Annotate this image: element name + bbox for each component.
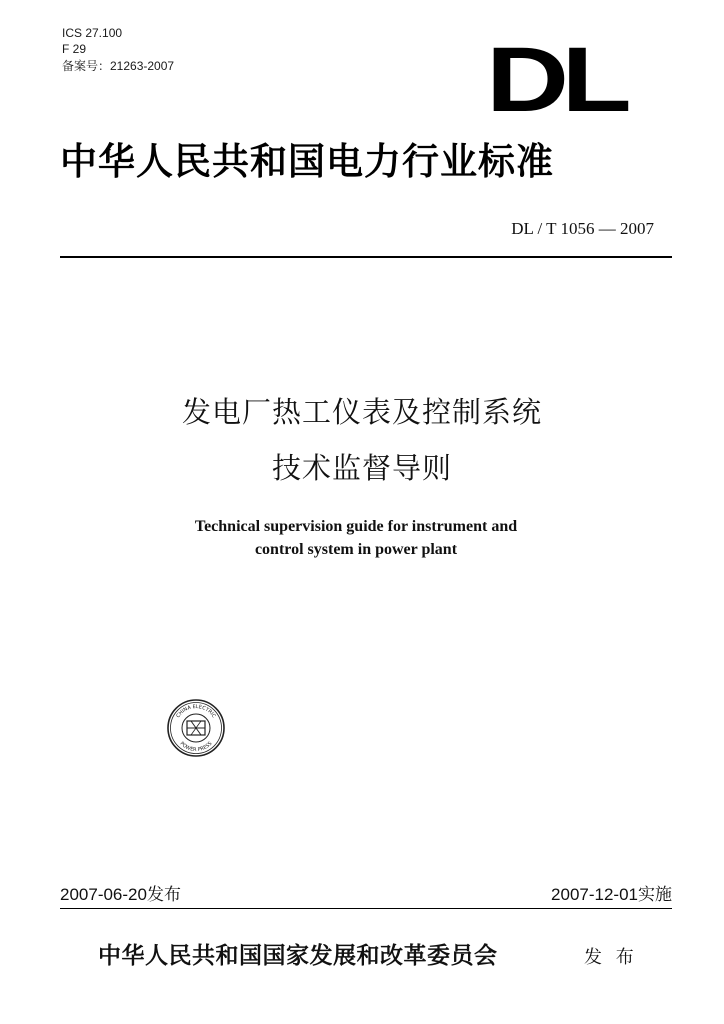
document-title-en-line-1: Technical supervision guide for instrument and (194, 518, 518, 535)
issuing-authority: 中华人民共和国国家发展和改革委员会 (98, 943, 498, 969)
dl-logo: DL (486, 29, 625, 131)
record-number: 备案号：21263-2007 (62, 59, 175, 73)
issuing-action: 发 布 (584, 947, 634, 968)
seal-text-bottom: POWER PRESS (178, 740, 214, 754)
standard-seal-icon (166, 698, 226, 758)
seal-text-top: CHINA ELECTRIC (175, 703, 217, 720)
footer-divider (60, 908, 672, 909)
document-title-en-line-2: control system in power plant (254, 541, 458, 558)
document-title-cn-line-1: 发电厂热工仪表及控制系统 (181, 395, 542, 429)
header-divider (60, 256, 672, 258)
standard-series-title: 中华人民共和国电力行业标准 (60, 140, 554, 183)
standard-number: DL / T 1056 — 2007 (511, 219, 654, 238)
ics-code: ICS 27.100 (62, 26, 123, 40)
issue-date: 2007-06-20发布 (60, 885, 181, 904)
effective-date: 2007-12-01实施 (551, 885, 672, 904)
document-title-cn-line-2: 技术监督导则 (271, 451, 452, 485)
classification-code: F 29 (62, 42, 87, 56)
seal-graphic (166, 698, 226, 758)
